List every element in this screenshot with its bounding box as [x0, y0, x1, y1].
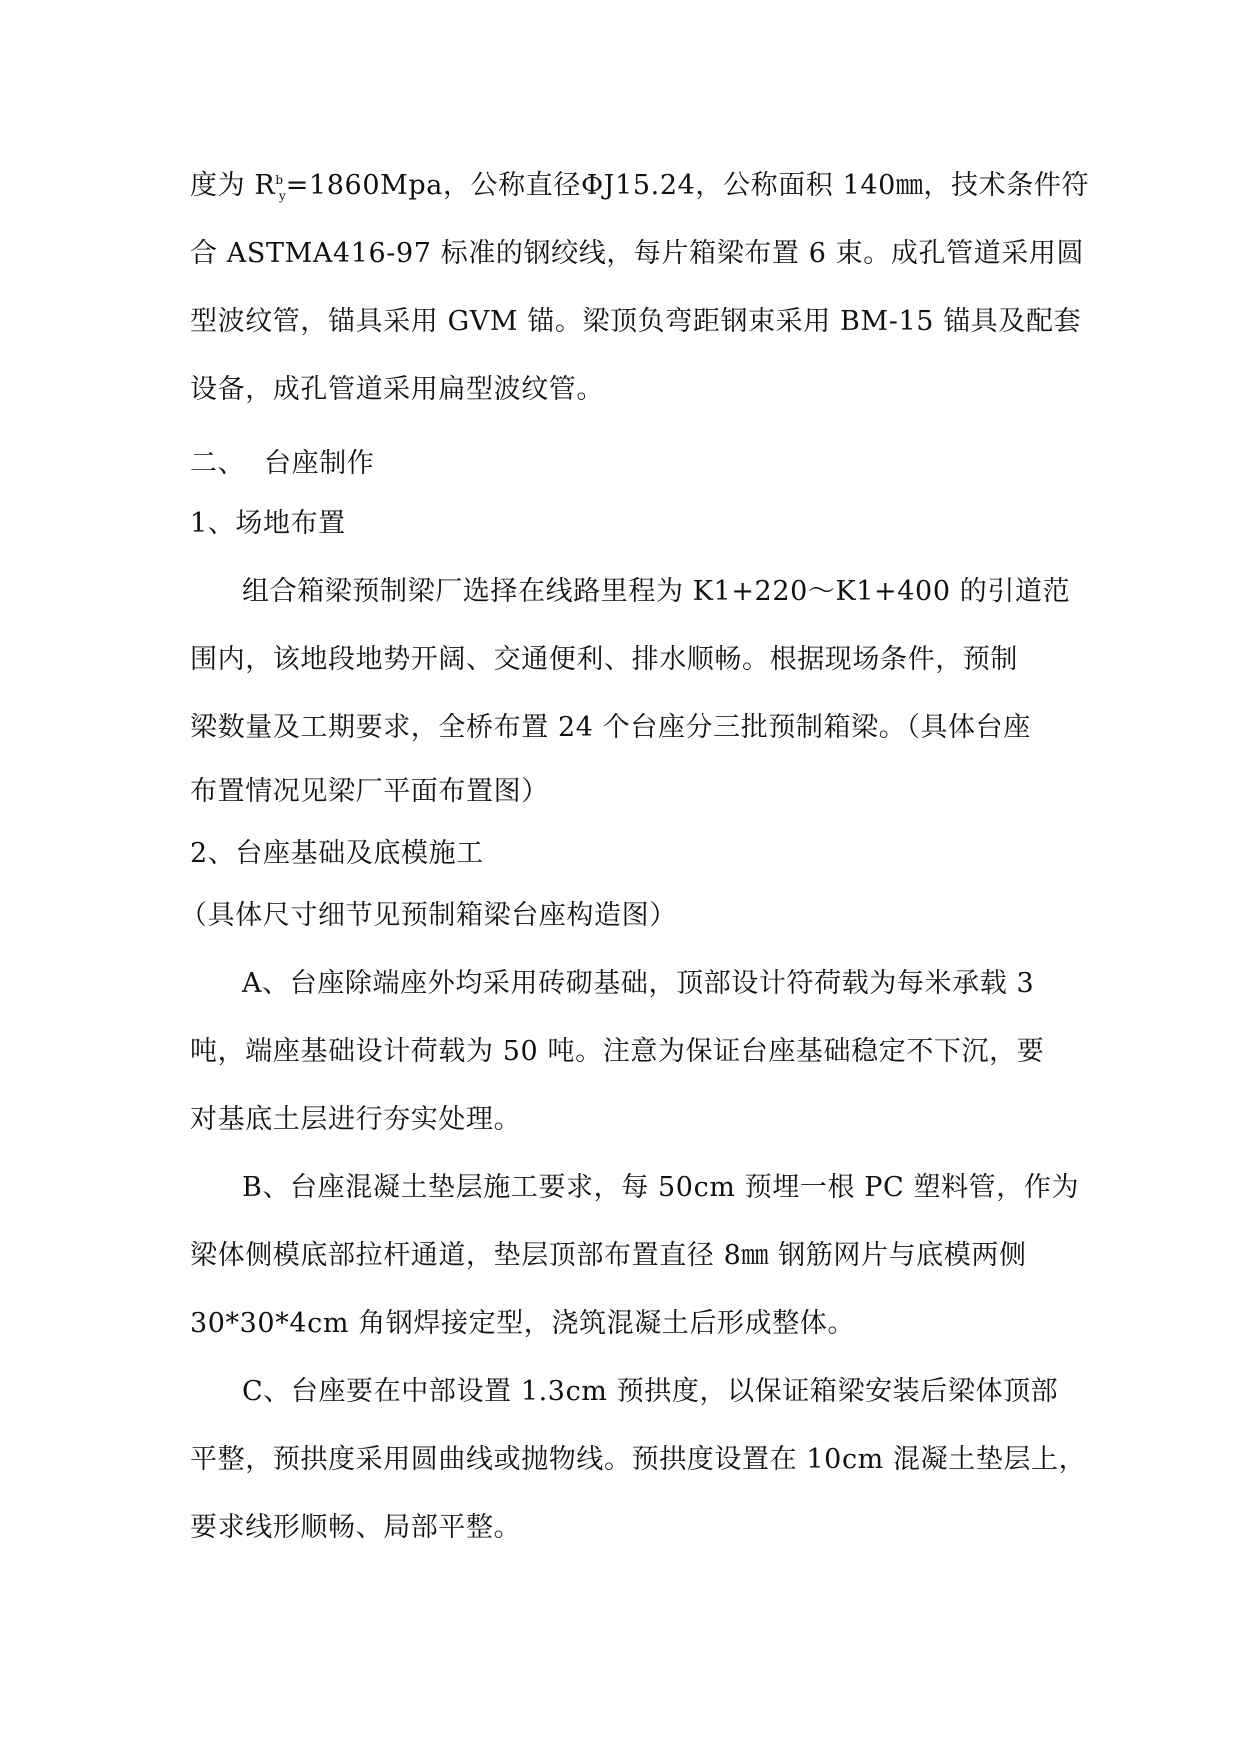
line-1-before-symbol: 度为 R — [190, 170, 276, 201]
subsection-1-line-3: 梁数量及工期要求，全桥布置 24 个台座分三批预制箱梁。（具体台座 — [190, 712, 1031, 743]
line-1-after-symbol: =1860Mpa，公称直径ΦJ15.24，公称面积 140㎜，技术条件符 — [285, 170, 1090, 201]
para-c-line-1: C、台座要在中部设置 1.3cm 预拱度，以保证箱梁安装后梁体顶部 — [242, 1376, 1059, 1407]
para-b-line-1: B、台座混凝土垫层施工要求，每 50cm 预埋一根 PC 塑料管，作为 — [242, 1172, 1080, 1203]
para-a-line-3: 对基底土层进行夯实处理。 — [190, 1104, 522, 1135]
subsection-2-heading: 2、台座基础及底模施工 — [190, 838, 484, 869]
paragraph-1-line-2: 合 ASTMA416-97 标准的钢绞线，每片箱梁布置 6 束。成孔管道采用圆 — [190, 238, 1085, 269]
para-c-line-3: 要求线形顺畅、局部平整。 — [190, 1512, 522, 1543]
para-b-line-3: 30*30*4cm 角钢焊接定型，浇筑混凝土后形成整体。 — [190, 1308, 855, 1339]
para-b-line-2: 梁体侧模底部拉杆通道，垫层顶部布置直径 8㎜ 钢筋网片与底模两侧 — [190, 1240, 1027, 1271]
paragraph-1-line-4: 设备，成孔管道采用扁型波纹管。 — [190, 374, 604, 405]
subsection-1-line-2: 围内，该地段地势开阔、交通便利、排水顺畅。根据现场条件，预制 — [190, 644, 1018, 675]
subsection-2-note: （具体尺寸细节见预制箱梁台座构造图） — [180, 900, 677, 931]
paragraph-1-line-3: 型波纹管，锚具采用 GVM 锚。梁顶负弯距钢束采用 BM-15 锚具及配套 — [190, 306, 1082, 337]
subsection-1-line-1: 组合箱梁预制梁厂选择在线路里程为 K1+220～K1+400 的引道范 — [242, 576, 1071, 607]
para-a-line-2: 吨，端座基础设计荷载为 50 吨。注意为保证台座基础稳定不下沉，要 — [190, 1036, 1045, 1067]
subscript-y: y — [279, 189, 286, 203]
subsection-1-heading: 1、场地布置 — [190, 508, 346, 539]
para-a-line-1: A、台座除端座外均采用砖砌基础，顶部设计符荷载为每米承载 3 — [242, 968, 1035, 999]
subsection-1-line-4: 布置情况见梁厂平面布置图） — [190, 776, 549, 807]
para-c-line-2: 平整，预拱度采用圆曲线或抛物线。预拱度设置在 10cm 混凝土垫层上， — [190, 1444, 1087, 1475]
paragraph-1-line-1 — [190, 168, 1090, 208]
section-title: 台座制作 — [264, 448, 375, 479]
section-number: 二、 — [190, 448, 246, 479]
section-heading — [190, 446, 1060, 482]
superscript-b: b — [275, 173, 283, 187]
